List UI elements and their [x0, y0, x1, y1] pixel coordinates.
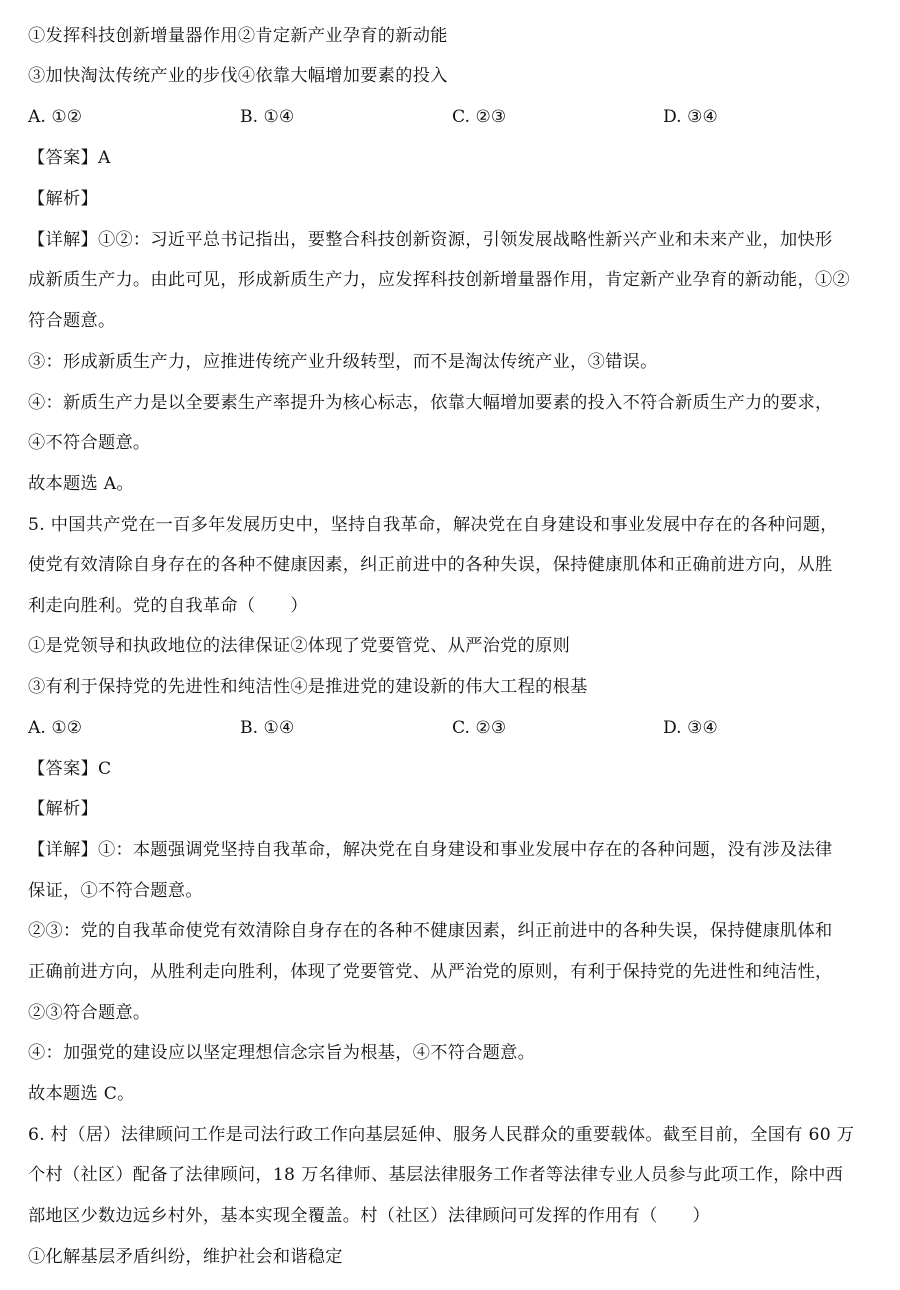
q5-analysis-label: 【解析】: [28, 799, 98, 819]
q5-choice-b: B. ①④: [240, 718, 295, 738]
q5-option-line-1: ①是党领导和执政地位的法律保证②体现了党要管党、从严治党的原则: [28, 636, 571, 656]
q5-stem-line: 5. 中国共产党在一百多年发展历史中，坚持自我革命，解决党在自身建设和事业发展中存在的各种问题，: [28, 515, 838, 535]
q4-choices: [28, 105, 878, 129]
q6-stem-line: 部地区少数边远乡村外，基本实现全覆盖。村（社区）法律顾问可发挥的作用有（ ）: [28, 1206, 711, 1226]
q4-conclusion: 故本题选 A。: [28, 474, 134, 494]
q5-detail-line: ④：加强党的建设应以坚定理想信念宗旨为根基，④不符合题意。: [28, 1043, 536, 1063]
q4-choice-b: B. ①④: [240, 107, 295, 127]
q4-detail-line: ④不符合题意。: [28, 433, 151, 453]
q5-detail-line: ②③：党的自我革命使党有效清除自身存在的各种不健康因素，纠正前进中的各种失误，保持健康肌体和: [28, 921, 833, 941]
q5-answer: 【答案】C: [28, 759, 112, 779]
q5-conclusion: 故本题选 C。: [28, 1084, 135, 1104]
q4-choice-a: A. ①②: [28, 107, 83, 127]
q5-detail-line: 正确前进方向，从胜利走向胜利，体现了党要管党、从严治党的原则，有利于保持党的先进性和纯洁性，: [28, 962, 833, 982]
q5-stem-line: 使党有效清除自身存在的各种不健康因素，纠正前进中的各种失误，保持健康肌体和正确前进方向，从胜: [28, 555, 833, 575]
q4-detail-line: 符合题意。: [28, 311, 116, 331]
q4-answer: 【答案】A: [28, 148, 111, 168]
q5-stem-line: 利走向胜利。党的自我革命（ ）: [28, 596, 308, 616]
q5-detail-line: ②③符合题意。: [28, 1003, 151, 1023]
q5-detail-line: 保证，①不符合题意。: [28, 881, 203, 901]
q4-option-line-1: ①发挥科技创新增量器作用②肯定新产业孕育的新动能: [28, 26, 448, 46]
q6-option-line-1: ①化解基层矛盾纠纷，维护社会和谐稳定: [28, 1247, 343, 1267]
q5-choices: [28, 716, 878, 740]
q4-choice-d: D. ③④: [663, 107, 718, 127]
q4-detail-line: 【详解】①②：习近平总书记指出，要整合科技创新资源，引领发展战略性新兴产业和未来产业，加快形: [28, 230, 833, 250]
q4-detail-line: 成新质生产力。由此可见，形成新质生产力，应发挥科技创新增量器作用，肯定新产业孕育的新动能，①②: [28, 270, 850, 290]
q4-option-line-2: ③加快淘汰传统产业的步伐④依靠大幅增加要素的投入: [28, 66, 448, 86]
q5-choice-d: D. ③④: [663, 718, 718, 738]
q4-choice-c: C. ②③: [452, 107, 507, 127]
q4-detail-line: ③：形成新质生产力，应推进传统产业升级转型，而不是淘汰传统产业，③错误。: [28, 352, 658, 372]
q5-choice-c: C. ②③: [452, 718, 507, 738]
q4-analysis-label: 【解析】: [28, 189, 98, 209]
q5-option-line-2: ③有利于保持党的先进性和纯洁性④是推进党的建设新的伟大工程的根基: [28, 677, 588, 697]
q6-stem-line: 6. 村（居）法律顾问工作是司法行政工作向基层延伸、服务人民群众的重要载体。截至目前，全国有 60 万: [28, 1125, 855, 1145]
q6-stem-line: 个村（社区）配备了法律顾问，18 万名律师、基层法律服务工作者等法律专业人员参与此项工作，除中西: [28, 1165, 844, 1185]
q5-choice-a: A. ①②: [28, 718, 83, 738]
q4-detail-line: ④：新质生产力是以全要素生产率提升为核心标志，依靠大幅增加要素的投入不符合新质生产力的要求，: [28, 393, 833, 413]
q5-detail-line: 【详解】①：本题强调党坚持自我革命，解决党在自身建设和事业发展中存在的各种问题，没有涉及法律: [28, 840, 833, 860]
